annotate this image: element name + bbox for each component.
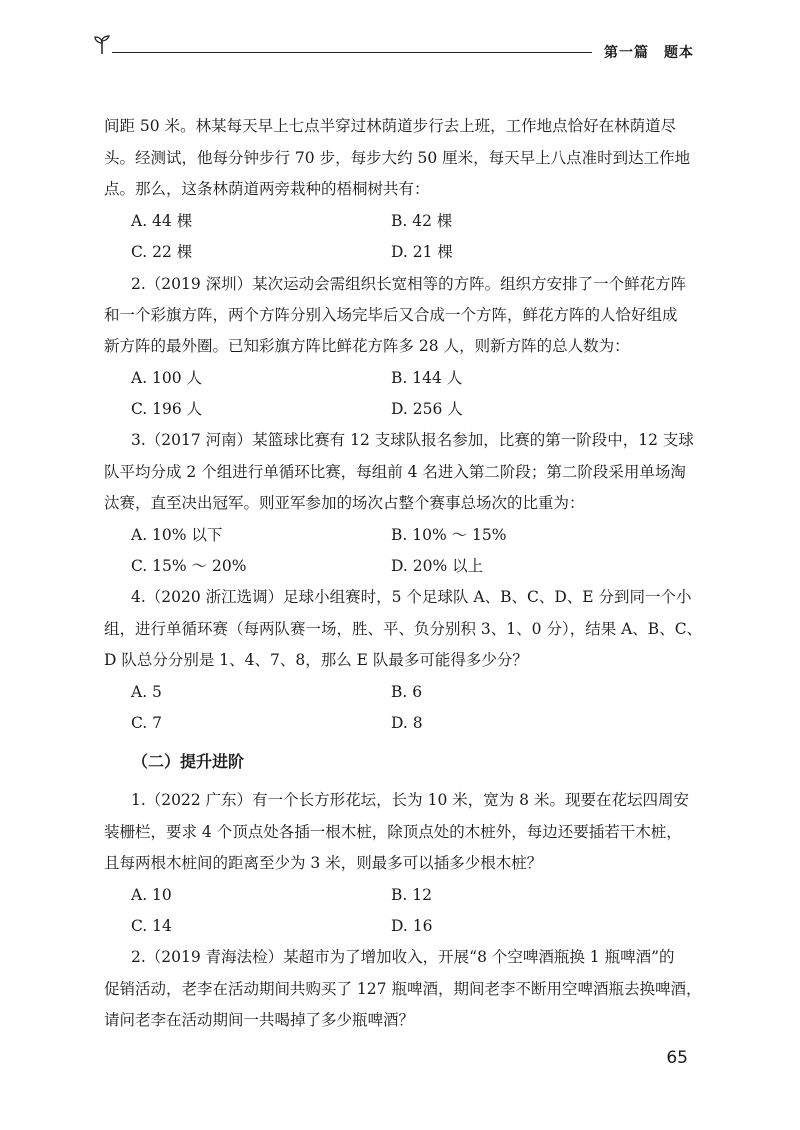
paragraph-line: 点。那么，这条林荫道两旁栽种的梧桐树共有： [104, 180, 430, 198]
question-line: 和一个彩旗方阵，两个方阵分别入场完毕后又合成一个方阵，鲜花方阵的人恰好组成 [104, 306, 678, 324]
option-c: C. 14 [131, 917, 172, 935]
option-c: C. 22 棵 [131, 243, 193, 261]
section-title: 第一篇 题本 [604, 45, 694, 61]
question-line: 请问老李在活动期间一共喝掉了多少瓶啤酒？ [104, 1011, 415, 1029]
option-a: A. 100 人 [131, 369, 203, 387]
question-line: 装栅栏，要求 4 个顶点处各插一根木桩，除顶点处的木桩外，每边还要插若干木桩， [104, 823, 682, 841]
option-b: B. 12 [391, 886, 432, 904]
page-number: 65 [666, 1048, 688, 1068]
option-d: D. 20% 以上 [391, 557, 484, 575]
question-line: 4.（2020 浙江选调）足球小组赛时，5 个足球队 A、B、C、D、E 分到同一个小 [131, 588, 692, 606]
paragraph-line: 头。经测试，他每分钟步行 70 步，每步大约 50 厘米，每天早上八点准时到达工作地 [104, 149, 691, 167]
question-line: 2.（2019 青海法检）某超市为了增加收入，开展“8 个空啤酒瓶换 1 瓶啤酒”的 [131, 948, 675, 966]
question-line: 组，进行单循环赛（每两队赛一场，胜、平、负分别积 3、1、0 分），结果 A、B、C、 [104, 620, 703, 638]
sprout-icon [90, 32, 114, 56]
option-b: B. 42 棵 [391, 212, 453, 230]
question-line: 且每两根木桩间的距离至少为 3 米，则最多可以插多少根木桩？ [104, 854, 543, 872]
option-a: A. 10% 以下 [131, 526, 223, 544]
option-a: A. 10 [131, 886, 172, 904]
question-line: 3.（2017 河南）某篮球比赛有 12 支球队报名参加，比赛的第一阶段中，12 支球 [131, 431, 694, 449]
option-b: B. 10% ～ 15% [391, 526, 507, 544]
header-rule [112, 52, 592, 53]
question-line: 1.（2022 广东）有一个长方形花坛，长为 10 米，宽为 8 米。现要在花坛四周安 [131, 791, 689, 809]
option-c: C. 7 [131, 714, 163, 732]
option-d: D. 8 [391, 714, 423, 732]
section-subheading: （二）提升进阶 [132, 752, 245, 771]
option-d: D. 256 人 [391, 400, 463, 418]
page-header [90, 30, 700, 70]
question-line: 促销活动，老李在活动期间共购买了 127 瓶啤酒，期间老李不断用空啤酒瓶去换啤酒， [104, 980, 702, 998]
paragraph-line: 间距 50 米。林某每天早上七点半穿过林荫道步行去上班，工作地点恰好在林荫道尽 [104, 117, 677, 135]
option-c: C. 196 人 [131, 400, 203, 418]
question-line: 2.（2019 深圳）某次运动会需组织长宽相等的方阵。组织方安排了一个鲜花方阵 [131, 275, 687, 293]
option-b: B. 144 人 [391, 369, 463, 387]
question-line: D 队总分分别是 1、4、7、8，那么 E 队最多可能得多少分？ [104, 651, 528, 669]
question-line: 队平均分成 2 个组进行单循环比赛，每组前 4 名进入第二阶段；第二阶段采用单场淘 [104, 463, 686, 481]
question-line: 汰赛，直至决出冠军。则亚军参加的场次占整个赛事总场次的比重为： [104, 494, 585, 512]
question-line: 新方阵的最外圈。已知彩旗方阵比鲜花方阵多 28 人，则新方阵的总人数为： [104, 337, 630, 355]
option-c: C. 15% ～ 20% [131, 557, 247, 575]
option-b: B. 6 [391, 683, 423, 701]
option-d: D. 21 棵 [391, 243, 453, 261]
option-d: D. 16 [391, 917, 433, 935]
option-a: A. 44 棵 [131, 212, 193, 230]
option-a: A. 5 [131, 683, 162, 701]
